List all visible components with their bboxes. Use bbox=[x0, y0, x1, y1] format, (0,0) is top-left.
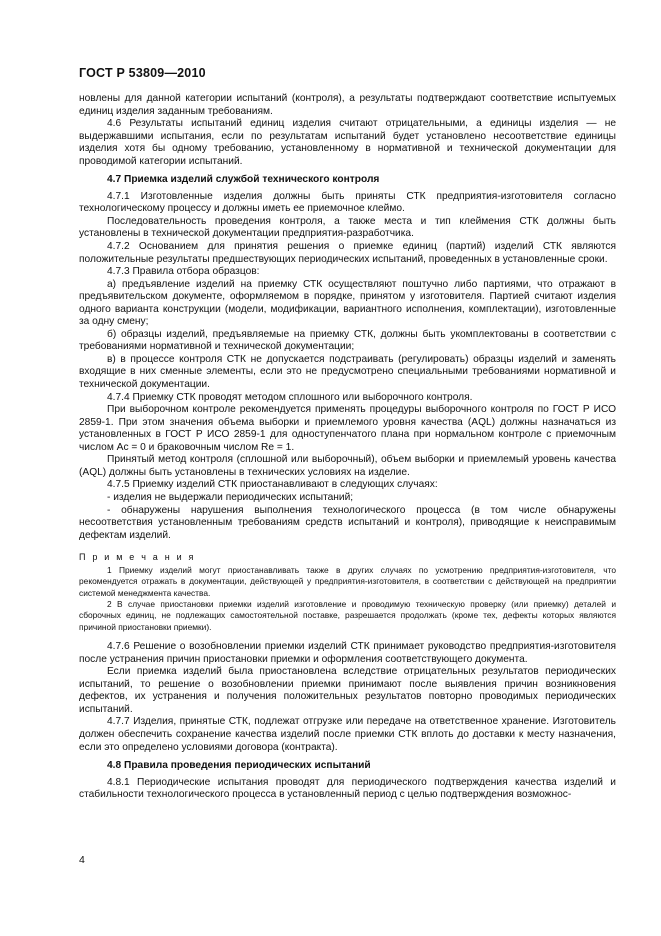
paragraph: 4.7.7 Изделия, принятые СТК, подлежат отгрузке или передаче на ответственное хранение. Изготовитель должен обеспечить сохранение качества изделий после приемки СТК вплоть до доставки к месту назначения, если это определено условиями договора (контракта). bbox=[79, 716, 616, 753]
list-item: - обнаружены нарушения выполнения технологического процесса (в том числе обнаружены несоответствия установленным требованиям средств испытаний и контроля), приводящие к неисправимым дефектам изделий. bbox=[79, 504, 616, 541]
document-body bbox=[79, 93, 616, 802]
section-heading-4-8: 4.8 Правила проведения периодических испытаний bbox=[107, 760, 371, 772]
paragraph: новлены для данной категории испытаний (контроля), а результаты подтверждают соответствие испытуемых единиц изделия заданным требованиям. bbox=[79, 93, 616, 117]
paragraph: Если приемка изделий была приостановлена вследствие отрицательных результатов периодических испытаний, то решение о возобновлении приемки принимают после выявления причин возникновения дефектов, их устранения и получения положительных результатов повторно проводимых периодических испытаний. bbox=[79, 666, 616, 715]
paragraph: 4.7.5 Приемку изделий СТК приостанавливают в следующих случаях: bbox=[107, 479, 438, 491]
paragraph: 4.7.6 Решение о возобновлении приемки изделий СТК принимает руководство предприятия-изготовителя после устранения причин приостановки приемки и оформления соответствующего документа. bbox=[79, 641, 616, 665]
paragraph: Последовательность проведения контроля, а также места и тип клеймения СТК должны быть установлены в технической документации предприятия-разработчика. bbox=[79, 215, 616, 240]
paragraph: 4.6 Результаты испытаний единиц изделия считают отрицательными, а единицы изделия — не выдержавшими испытания, если по результатам испытаний будет установлено несоответствие единицы изделия хотя бы одному требованию, установленному в нормативной и технической документации для проводимой категории испытаний. bbox=[79, 118, 616, 167]
standard-header: ГОСТ Р 53809—2010 bbox=[79, 66, 206, 80]
list-item: - изделия не выдержали периодических испытаний; bbox=[107, 491, 354, 503]
page-number: 4 bbox=[79, 854, 85, 866]
note-item: 2 В случае приостановки приемки изделий изготовление и проводимую техническую проверку (или приемку) деталей и сборочных единиц, не подлежащих самостоятельной поставке, разрешается продолжать (кроме тех, дефекты которых являются причиной приостановки приемки). bbox=[79, 598, 616, 632]
paragraph: 4.7.4 Приемку СТК проводят методом сплошного или выборочного контроля. bbox=[107, 391, 473, 403]
section-heading-4-7: 4.7 Приемка изделий службой технического контроля bbox=[107, 174, 380, 186]
list-item: в) в процессе контроля СТК не допускается подстраивать (регулировать) образцы изделий и заменять входящие в них сменные элементы, если это не предусмотрено специальными требованиями нормативной и технической документации. bbox=[79, 353, 616, 391]
list-item: б) образцы изделий, предъявляемые на приемку СТК, должны быть укомплектованы в соответствии с требованиями нормативной и технической документации; bbox=[79, 328, 616, 353]
notes-title: П р и м е ч а н и я bbox=[79, 552, 196, 563]
note-item: 1 Приемку изделий могут приостанавливать также в других случаях по усмотрению предприятия-изготовителя, что рекомендуется отражать в документации, действующей у предприятия-изготовителя, в соответствии с действующей на предприятии системой менеджмента качества. bbox=[79, 564, 616, 598]
paragraph: При выборочном контроле рекомендуется применять процедуры выборочного контроля по ГОСТ Р ИСО 2859-1. При этом значения объема выборки и приемлемого уровня качества (AQL) должны назначаться из установленных в ГОСТ Р ИСО 2859-1 для одноступенчатого плана при нормальном контроле с приемочным числом Ac = 0 и браковочным числом Re = 1. bbox=[79, 404, 616, 453]
spacer bbox=[79, 633, 616, 641]
paragraph: 4.7.1 Изготовленные изделия должны быть приняты СТК предприятия-изготовителя согласно технологическому процессу и должны иметь ее приемочное клеймо. bbox=[79, 190, 616, 215]
paragraph: Принятый метод контроля (сплошной или выборочный), объем выборки и приемлемый уровень качества (AQL) должны быть установлены в технических условиях на изделие. bbox=[79, 454, 616, 478]
paragraph: 4.7.3 Правила отбора образцов: bbox=[107, 266, 260, 278]
list-item: а) предъявление изделий на приемку СТК осуществляют поштучно либо партиями, что отражают в предъявительском документе, оформляемом в порядке, принятом у изготовителя. Партией считают изделия одного варианта конструкции (модели, модификации, вариантного исполнения, комплектации), изготовленные за одну смену; bbox=[79, 278, 616, 328]
paragraph: 4.7.2 Основанием для принятия решения о приемке единиц (партий) изделий СТК являются положительные результаты предшествующих периодических испытаний, проведенных в установленные сроки. bbox=[79, 241, 616, 265]
paragraph: 4.8.1 Периодические испытания проводят для периодического подтверждения качества изделий и стабильности технологического процесса в установленный период с целью подтверждения возможнос- bbox=[79, 776, 616, 801]
